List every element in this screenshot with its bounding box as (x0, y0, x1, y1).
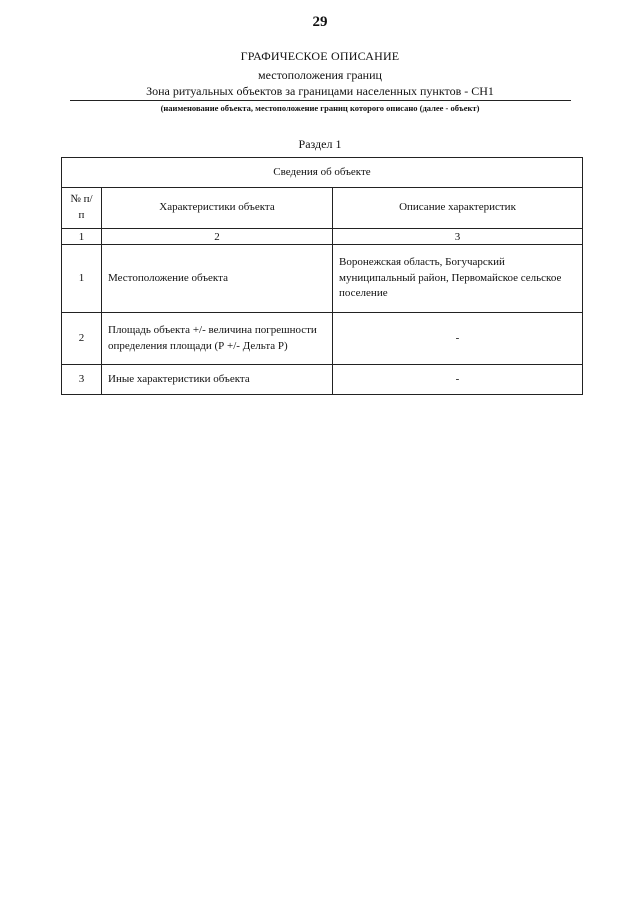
row-num: 3 (62, 365, 102, 395)
header-characteristics: Характеристики объекта (102, 188, 333, 229)
table-index-row (62, 229, 583, 245)
underline-divider (70, 100, 571, 101)
row-num: 2 (62, 313, 102, 365)
row-num: 1 (62, 245, 102, 313)
row-characteristic: Площадь объекта +/- величина погрешности определения площади (Р +/- Дельта Р) (102, 313, 333, 365)
document-subtitle: местоположения границ (258, 68, 382, 82)
index-cell: 2 (102, 229, 333, 245)
object-name: Зона ритуальных объектов за границами населенных пунктов - СН1 (146, 84, 494, 98)
document-title: ГРАФИЧЕСКОЕ ОПИСАНИЕ (240, 49, 400, 63)
table-caption-row (62, 158, 583, 188)
table-row (62, 313, 583, 365)
table-row (62, 245, 583, 313)
index-cell: 3 (333, 229, 583, 245)
row-description: - (333, 365, 583, 395)
row-description: Воронежская область, Богучарский муниципальный район, Первомайское сельское поселение (333, 245, 583, 313)
object-info-table (61, 157, 583, 395)
section-label: Раздел 1 (298, 137, 342, 151)
row-description: - (333, 313, 583, 365)
table-row (62, 365, 583, 395)
header-description: Описание характеристик (333, 188, 583, 229)
page-number: 29 (312, 14, 328, 30)
table-caption: Сведения об объекте (62, 158, 583, 188)
header-num: № п/п (62, 188, 102, 229)
table-header-row (62, 188, 583, 229)
object-caption: (наименование объекта, местоположение границ которого описано (далее - объект) (160, 103, 480, 113)
row-characteristic: Иные характеристики объекта (102, 365, 333, 395)
row-characteristic: Местоположение объекта (102, 245, 333, 313)
index-cell: 1 (62, 229, 102, 245)
